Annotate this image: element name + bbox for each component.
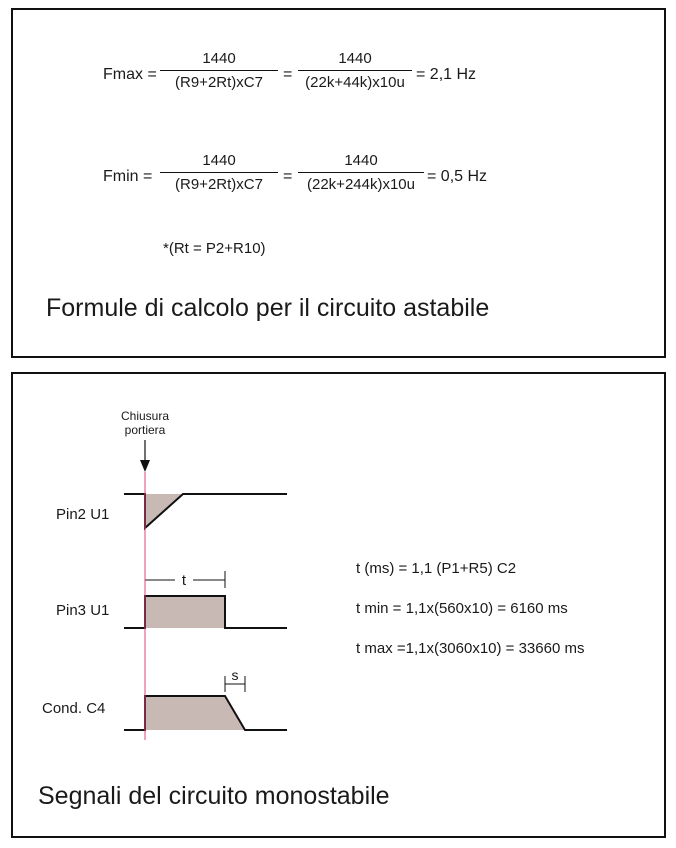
fmax-frac2-numerator: 1440 xyxy=(338,50,372,67)
fmax-frac1-denominator: (R9+2Rt)xC7 xyxy=(175,74,263,91)
signal-label-c4: Cond. C4 xyxy=(42,700,106,717)
eq-tmax: t max =1,1x(3060x10) = 33660 ms xyxy=(356,640,585,657)
fmin-frac1-denominator: (R9+2Rt)xC7 xyxy=(175,176,263,193)
fmin-frac1-numerator: 1440 xyxy=(202,152,236,169)
fmax-label: Fmax = xyxy=(103,66,157,83)
c4-pulse-fill xyxy=(145,696,245,730)
rt-note: *(Rt = P2+R10) xyxy=(163,240,266,257)
event-arrow-head-icon xyxy=(140,460,150,472)
pin3-pulse-fill xyxy=(145,596,225,628)
signal-label-pin3: Pin3 U1 xyxy=(56,602,110,619)
monostable-caption: Segnali del circuito monostabile xyxy=(38,782,390,810)
fmin-result: = 0,5 Hz xyxy=(427,168,488,185)
fmax-equals: = xyxy=(283,66,293,83)
fmin-frac2-numerator: 1440 xyxy=(344,152,378,169)
fmin-equals: = xyxy=(283,168,293,185)
t-dim-label: t xyxy=(181,572,187,589)
eq-tmin: t min = 1,1x(560x10) = 6160 ms xyxy=(356,600,568,617)
astable-caption: Formule di calcolo per il circuito astabile xyxy=(46,294,490,322)
event-label-line2: portiera xyxy=(124,423,166,437)
fmax-result: = 2,1 Hz xyxy=(416,66,477,83)
fmax-frac1-numerator: 1440 xyxy=(202,50,236,67)
fmin-label: Fmin = xyxy=(103,168,153,185)
event-label-line1: Chiusura xyxy=(120,409,170,423)
fmax-frac2-denominator: (22k+44k)x10u xyxy=(305,74,405,91)
signal-label-pin2: Pin2 U1 xyxy=(56,506,110,523)
s-dim-label: s xyxy=(231,667,239,683)
fmin-frac2-denominator: (22k+244k)x10u xyxy=(307,176,415,193)
eq-t: t (ms) = 1,1 (P1+R5) C2 xyxy=(356,560,517,577)
